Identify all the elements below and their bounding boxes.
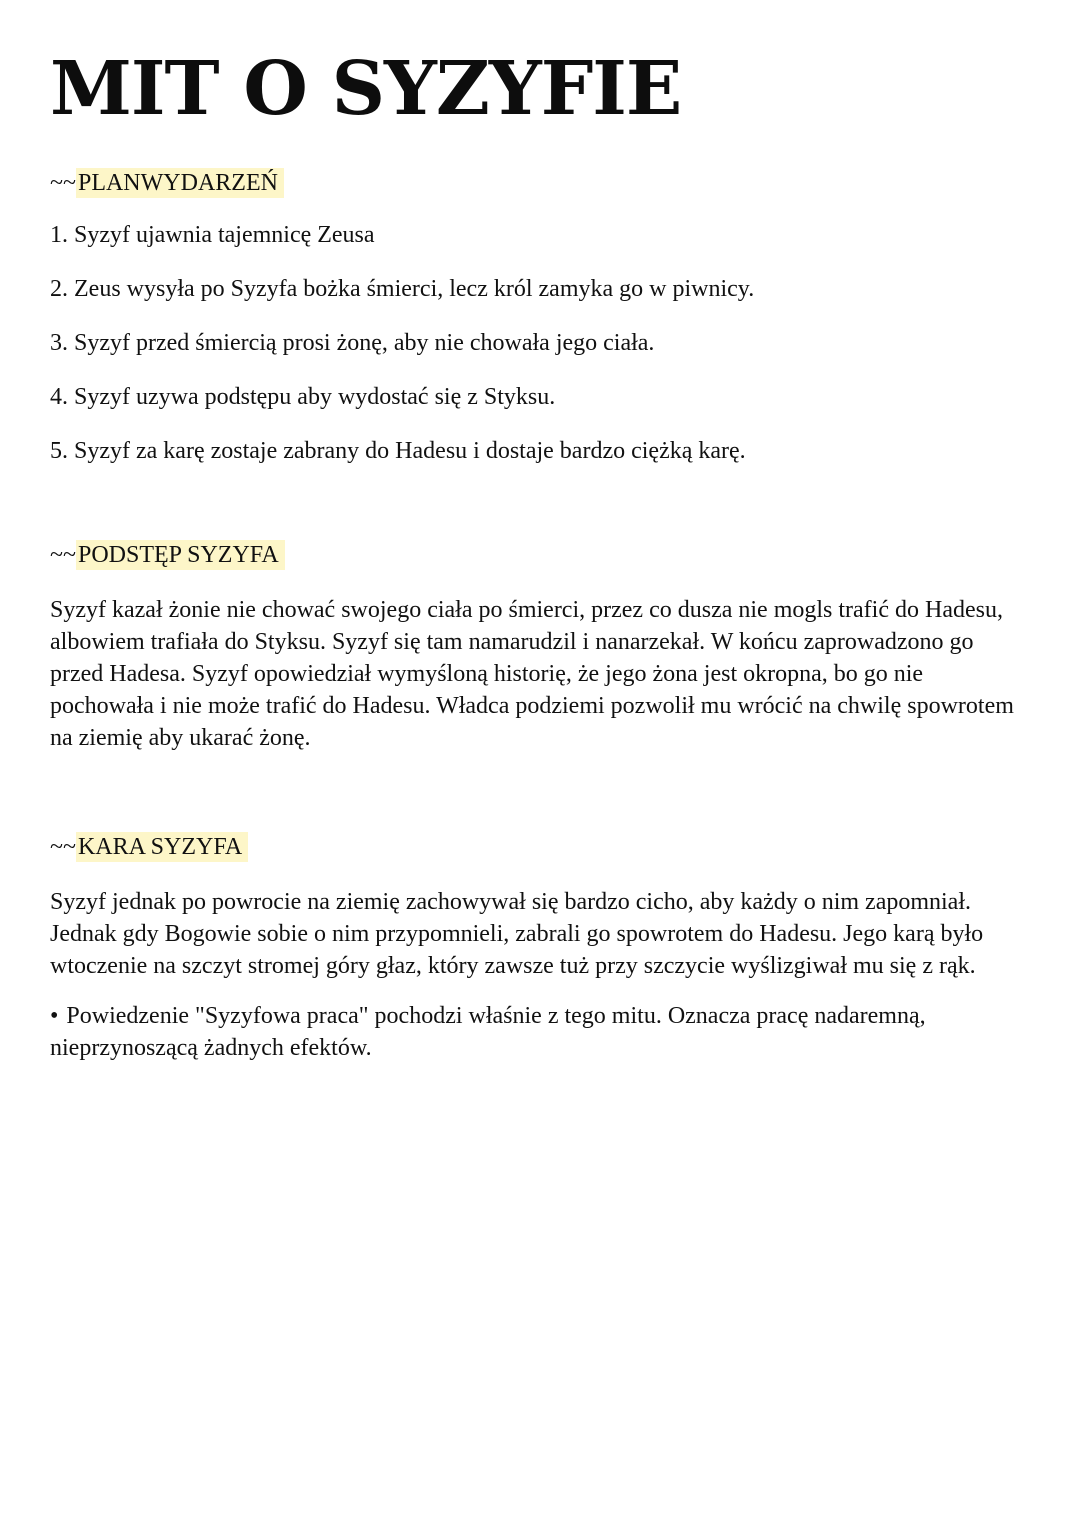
podstep-paragraph: Syzyf kazał żonie nie chować swojego ciała po śmierci, przez co dusza nie mogls trafić do Hadesu, albowiem trafiała do Styksu. Syzyf się tam namarudzil i nanarzekał. W końcu zaprowadzono go przed Hadesa. Syzyf opowiedział wymyśloną historię, że jego żona jest okropna, bo go nie pochowała i nie może trafić do Hadesu. Władca podziemi pozwolił mu wrócić na chwilę spowrotem na ziemię aby ukarać żonę. <box>50 597 1014 751</box>
list-item-text: Syzyf ujawnia tajemnicę Zeusa <box>74 222 375 248</box>
plan-heading-prefix: ~~ <box>50 170 76 196</box>
page-title: MIT O SYZYFIE <box>50 46 682 132</box>
list-item-number: 2. <box>50 276 68 302</box>
kara-note <box>50 1000 1025 1064</box>
kara-note-text: Powiedzenie "Syzyfowa praca" pochodzi właśnie z tego mitu. Oznacza pracę nadaremną, nieprzynoszącą żadnych efektów. <box>50 1003 926 1061</box>
list-item-number: 1. <box>50 222 68 248</box>
list-item-text: Syzyf uzywa podstępu aby wydostać się z Styksu. <box>74 384 556 410</box>
kara-heading-prefix: ~~ <box>50 834 76 860</box>
list-item <box>50 382 1030 412</box>
plan-list <box>50 220 1030 466</box>
list-item-number: 3. <box>50 330 68 356</box>
list-item-text: Zeus wysyła po Syzyfa bożka śmierci, lecz król zamyka go w piwnicy. <box>74 276 755 302</box>
list-item <box>50 328 1030 358</box>
list-item-number: 5. <box>50 438 68 464</box>
list-item-number: 4. <box>50 384 68 410</box>
bullet-icon: • <box>50 1003 59 1029</box>
kara-heading-label: KARA SYZYFA <box>76 832 248 862</box>
list-item-text: Syzyf przed śmiercią prosi żonę, aby nie chowała jego ciała. <box>74 330 655 356</box>
list-item <box>50 274 1030 304</box>
list-item <box>50 220 1030 250</box>
kara-paragraph: Syzyf jednak po powrocie na ziemię zachowywał się bardzo cicho, aby każdy o nim zapomniał. Jednak gdy Bogowie sobie o nim przypomnieli, zabrali go spowrotem do Hadesu. Jego karą było wtoczenie na szczyt stromej góry głaz, który zawsze tuż przy szczycie wyślizgiwał mu się z rąk. <box>50 889 984 979</box>
kara-heading <box>50 832 1030 862</box>
podstep-heading-label: PODSTĘP SYZYFA <box>76 540 285 570</box>
podstep-heading-prefix: ~~ <box>50 542 76 568</box>
list-item-text: Syzyf za karę zostaje zabrany do Hadesu i dostaje bardzo ciężką karę. <box>74 438 746 464</box>
list-item <box>50 436 1030 466</box>
plan-heading <box>50 168 1030 198</box>
plan-heading-label: PLANWYDARZEŃ <box>76 168 284 198</box>
podstep-heading <box>50 540 1030 570</box>
